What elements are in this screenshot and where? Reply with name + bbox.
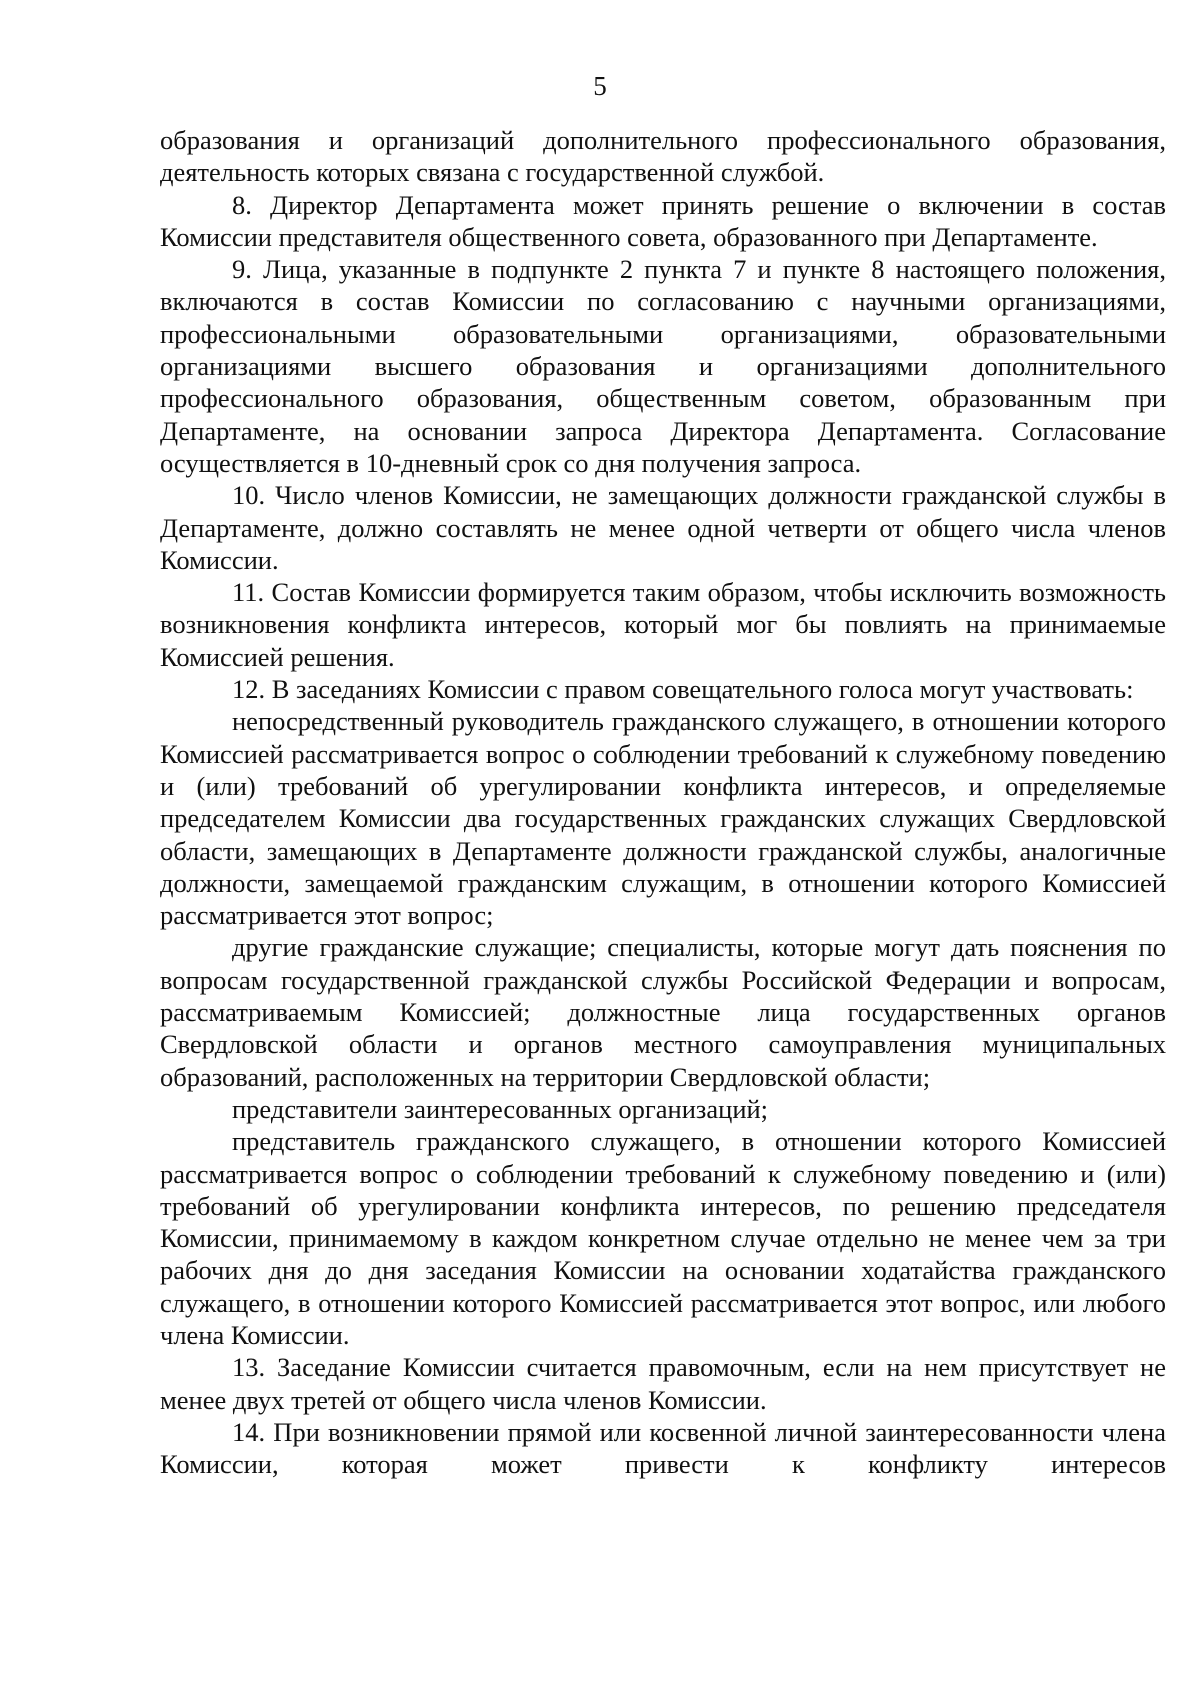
paragraph-item-10: 10. Число членов Комиссии, не замещающих должности гражданской службы в Департаменте, должно составлять не менее одной четверти от общего числа членов Комиссии. — [160, 480, 1166, 575]
paragraph-item-9: 9. Лица, указанные в подпункте 2 пункта 7 и пункте 8 настоящего положения, включаются в состав Комиссии по согласованию с научными организациями, профессиональными образовательными организациями, образовательными организациями высшего образования и организациями дополнительного профессионального образования, общественным советом, образованным при Департаменте, на основании запроса Директора Департамента. Согласование осуществляется в 10-дневный срок со дня получения запроса. — [160, 254, 1166, 478]
page-number: 5 — [593, 71, 607, 101]
paragraph-item-12: 12. В заседаниях Комиссии с правом совещательного голоса могут участвовать: — [232, 674, 1134, 705]
paragraph-item-11: 11. Состав Комиссии формируется таким образом, чтобы исключить возможность возникновения конфликта интересов, который мог бы повлиять на принимаемые Комиссией решения. — [160, 577, 1166, 672]
paragraph-item-12-representative: представитель гражданского служащего, в отношении которого Комиссией рассматривается вопрос о соблюдении требований к служебному поведению и (или) требований об урегулировании конфликта интересов, по решению председателя Комиссии, принимаемому в каждом конкретном случае отдельно не менее чем за три рабочих дня до дня заседания Комиссии на основании ходатайства гражданского служащего, в отношении которого Комиссией рассматривается этот вопрос, или любого члена Комиссии. — [160, 1126, 1166, 1350]
document-body — [160, 124, 1166, 1480]
paragraph-item-12-specialists: другие гражданские служащие; специалисты, которые могут дать пояснения по вопросам государственной гражданской службы Российской Федерации и вопросам, рассматриваемым Комиссией; должностные лица государственных органов Свердловской области и органов местного самоуправления муниципальных образований, расположенных на территории Свердловской области; — [160, 932, 1166, 1092]
paragraph-item-14: 14. При возникновении прямой или косвенной личной заинтересованности члена Комиссии, которая может привести к конфликту интересов — [160, 1416, 1166, 1480]
paragraph-item-8: 8. Директор Департамента может принять решение о включении в состав Комиссии представителя общественного совета, образованного при Департаменте. — [160, 189, 1166, 252]
paragraph-item-13: 13. Заседание Комиссии считается правомочным, если на нем присутствует не менее двух третей от общего числа членов Комиссии. — [160, 1352, 1166, 1415]
paragraph-item-12-organizations: представители заинтересованных организаций; — [232, 1093, 769, 1124]
paragraph-item-12-supervisor: непосредственный руководитель гражданского служащего, в отношении которого Комиссией рассматривается вопрос о соблюдении требований к служебному поведению и (или) требований об урегулировании конфликта интересов, и определяемые председателем Комиссии два государственных гражданских служащих Свердловской области, замещающих в Департаменте должности гражданской службы, аналогичные должности, замещаемой гражданским служащим, в отношении которого Комиссией рассматривается этот вопрос; — [160, 706, 1166, 931]
paragraph-continuation: образования и организаций дополнительного профессионального образования, деятельность которых связана с государственной службой. — [160, 125, 1166, 188]
